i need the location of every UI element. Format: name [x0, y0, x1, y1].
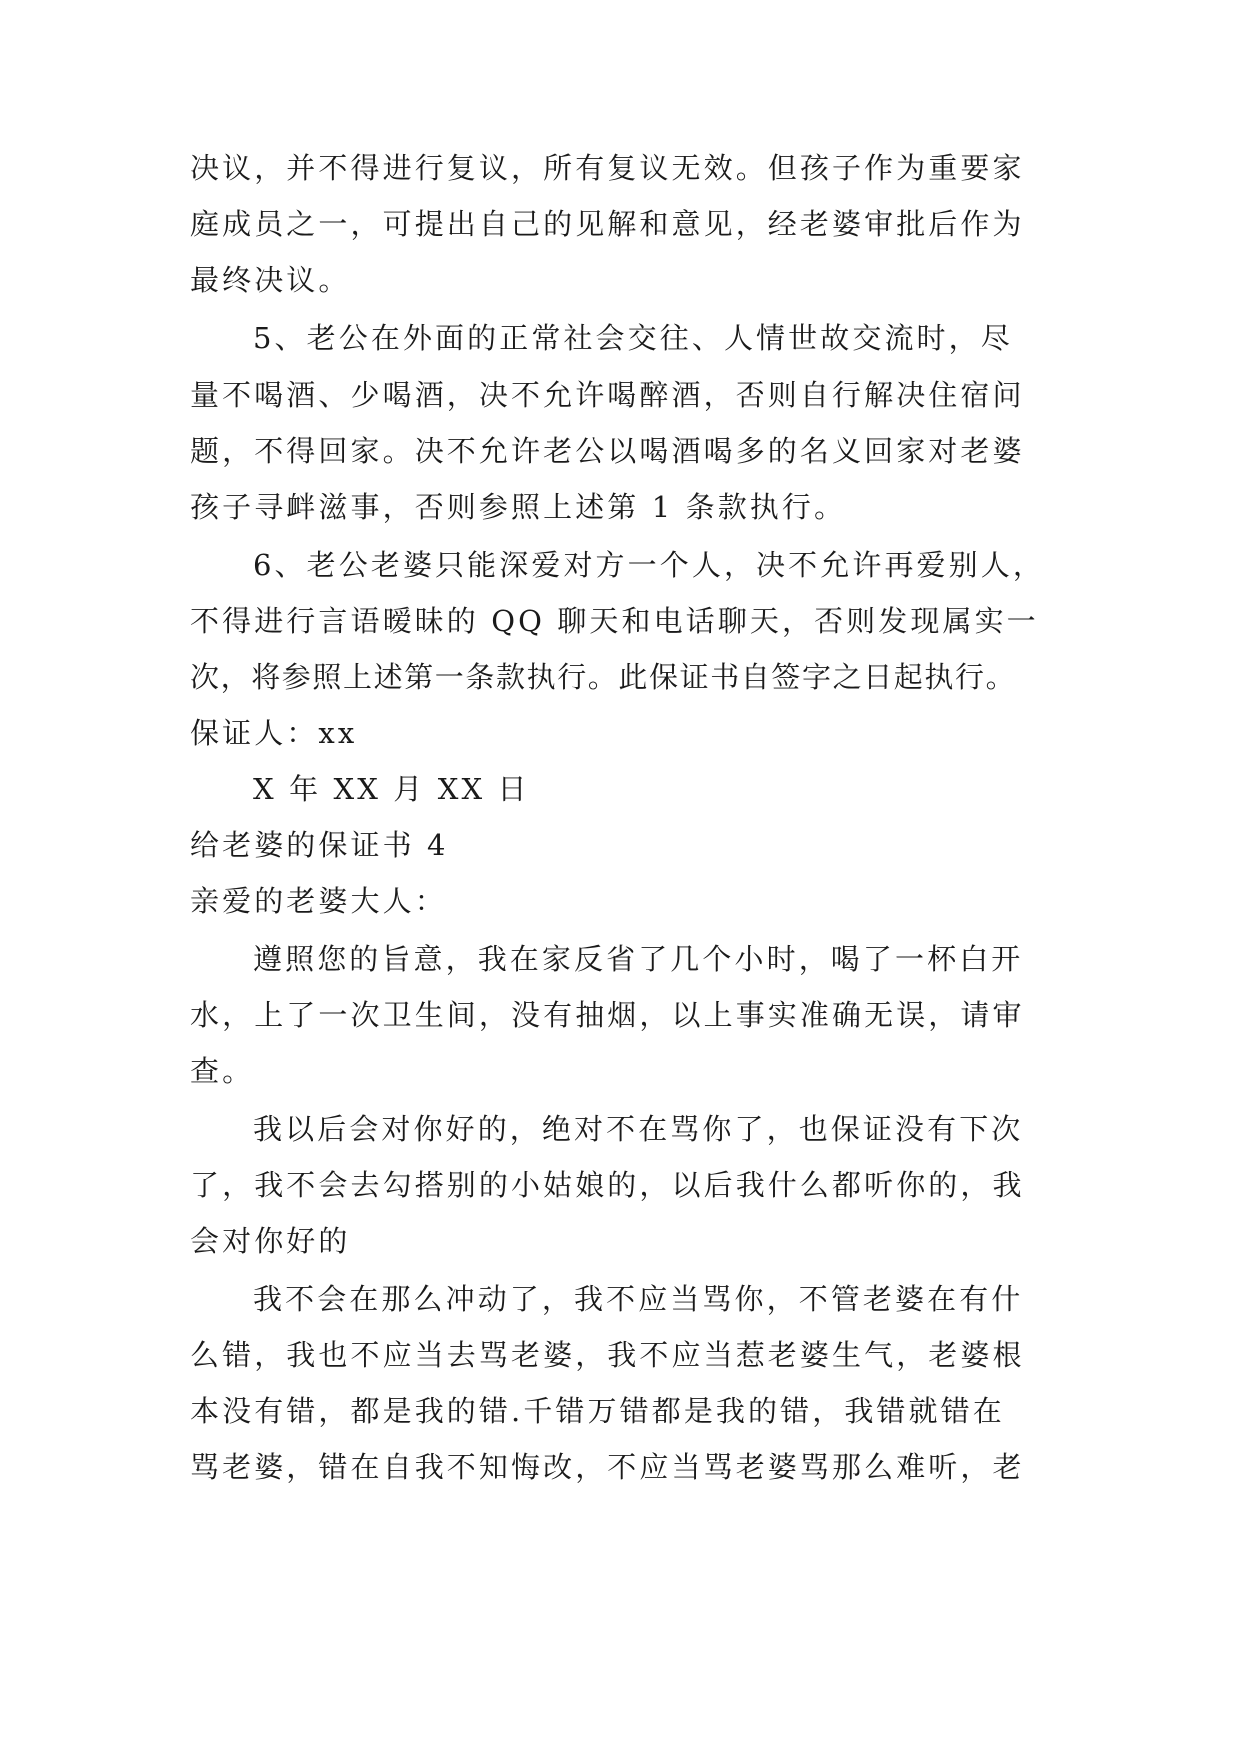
- paragraph-first-line: 遵照您的旨意，我在家反省了几个小时，喝了一杯白开: [253, 942, 1024, 976]
- text-line: 最终决议。: [190, 263, 351, 297]
- salutation: 亲爱的老婆大人：: [190, 884, 447, 918]
- paragraph-first-line: 我不会在那么冲动了，我不应当骂你，不管老婆在有什: [253, 1282, 1024, 1316]
- text-line: 水，上了一次卫生间，没有抽烟，以上事实准确无误，请审: [190, 998, 1025, 1032]
- text-line: 不得进行言语暧昧的 QQ 聊天和电话聊天，否则发现属实一: [190, 604, 1039, 638]
- text-line: 了，我不会去勾搭别的小姑娘的，以后我什么都听你的，我: [190, 1168, 1025, 1202]
- paragraph-6-first-line: 6、老公老婆只能深爱对方一个人，决不允许再爱别人，: [253, 548, 1045, 582]
- guarantor-line: 保证人：xx: [190, 716, 358, 750]
- text-line: 骂老婆，错在自我不知悔改，不应当骂老婆骂那么难听，老: [190, 1450, 1025, 1484]
- text-line: 会对你好的: [190, 1224, 351, 1258]
- text-line: 本没有错，都是我的错.千错万错都是我的错，我错就错在: [190, 1394, 1005, 1428]
- section-heading: 给老婆的保证书 4: [190, 828, 449, 862]
- text-line: 次，将参照上述第一条款执行。此保证书自签字之日起执行。: [190, 660, 1017, 694]
- date-line: X 年 XX 月 XX 日: [253, 772, 530, 806]
- text-line: 查。: [190, 1054, 255, 1088]
- paragraph-first-line: 我以后会对你好的，绝对不在骂你了，也保证没有下次: [253, 1112, 1024, 1146]
- text-line: 题，不得回家。决不允许老公以喝酒喝多的名义回家对老婆: [190, 434, 1025, 468]
- text-line: 决议，并不得进行复议，所有复议无效。但孩子作为重要家: [190, 151, 1025, 185]
- text-line: 么错，我也不应当去骂老婆，我不应当惹老婆生气，老婆根: [190, 1338, 1025, 1372]
- text-line: 孩子寻衅滋事，否则参照上述第 1 条款执行。: [190, 490, 847, 524]
- text-line: 量不喝酒、少喝酒，决不允许喝醉酒，否则自行解决住宿问: [190, 378, 1025, 412]
- text-line: 庭成员之一，可提出自己的见解和意见，经老婆审批后作为: [190, 207, 1025, 241]
- paragraph-5-first-line: 5、老公在外面的正常社会交往、人情世故交流时，尽: [253, 321, 1013, 355]
